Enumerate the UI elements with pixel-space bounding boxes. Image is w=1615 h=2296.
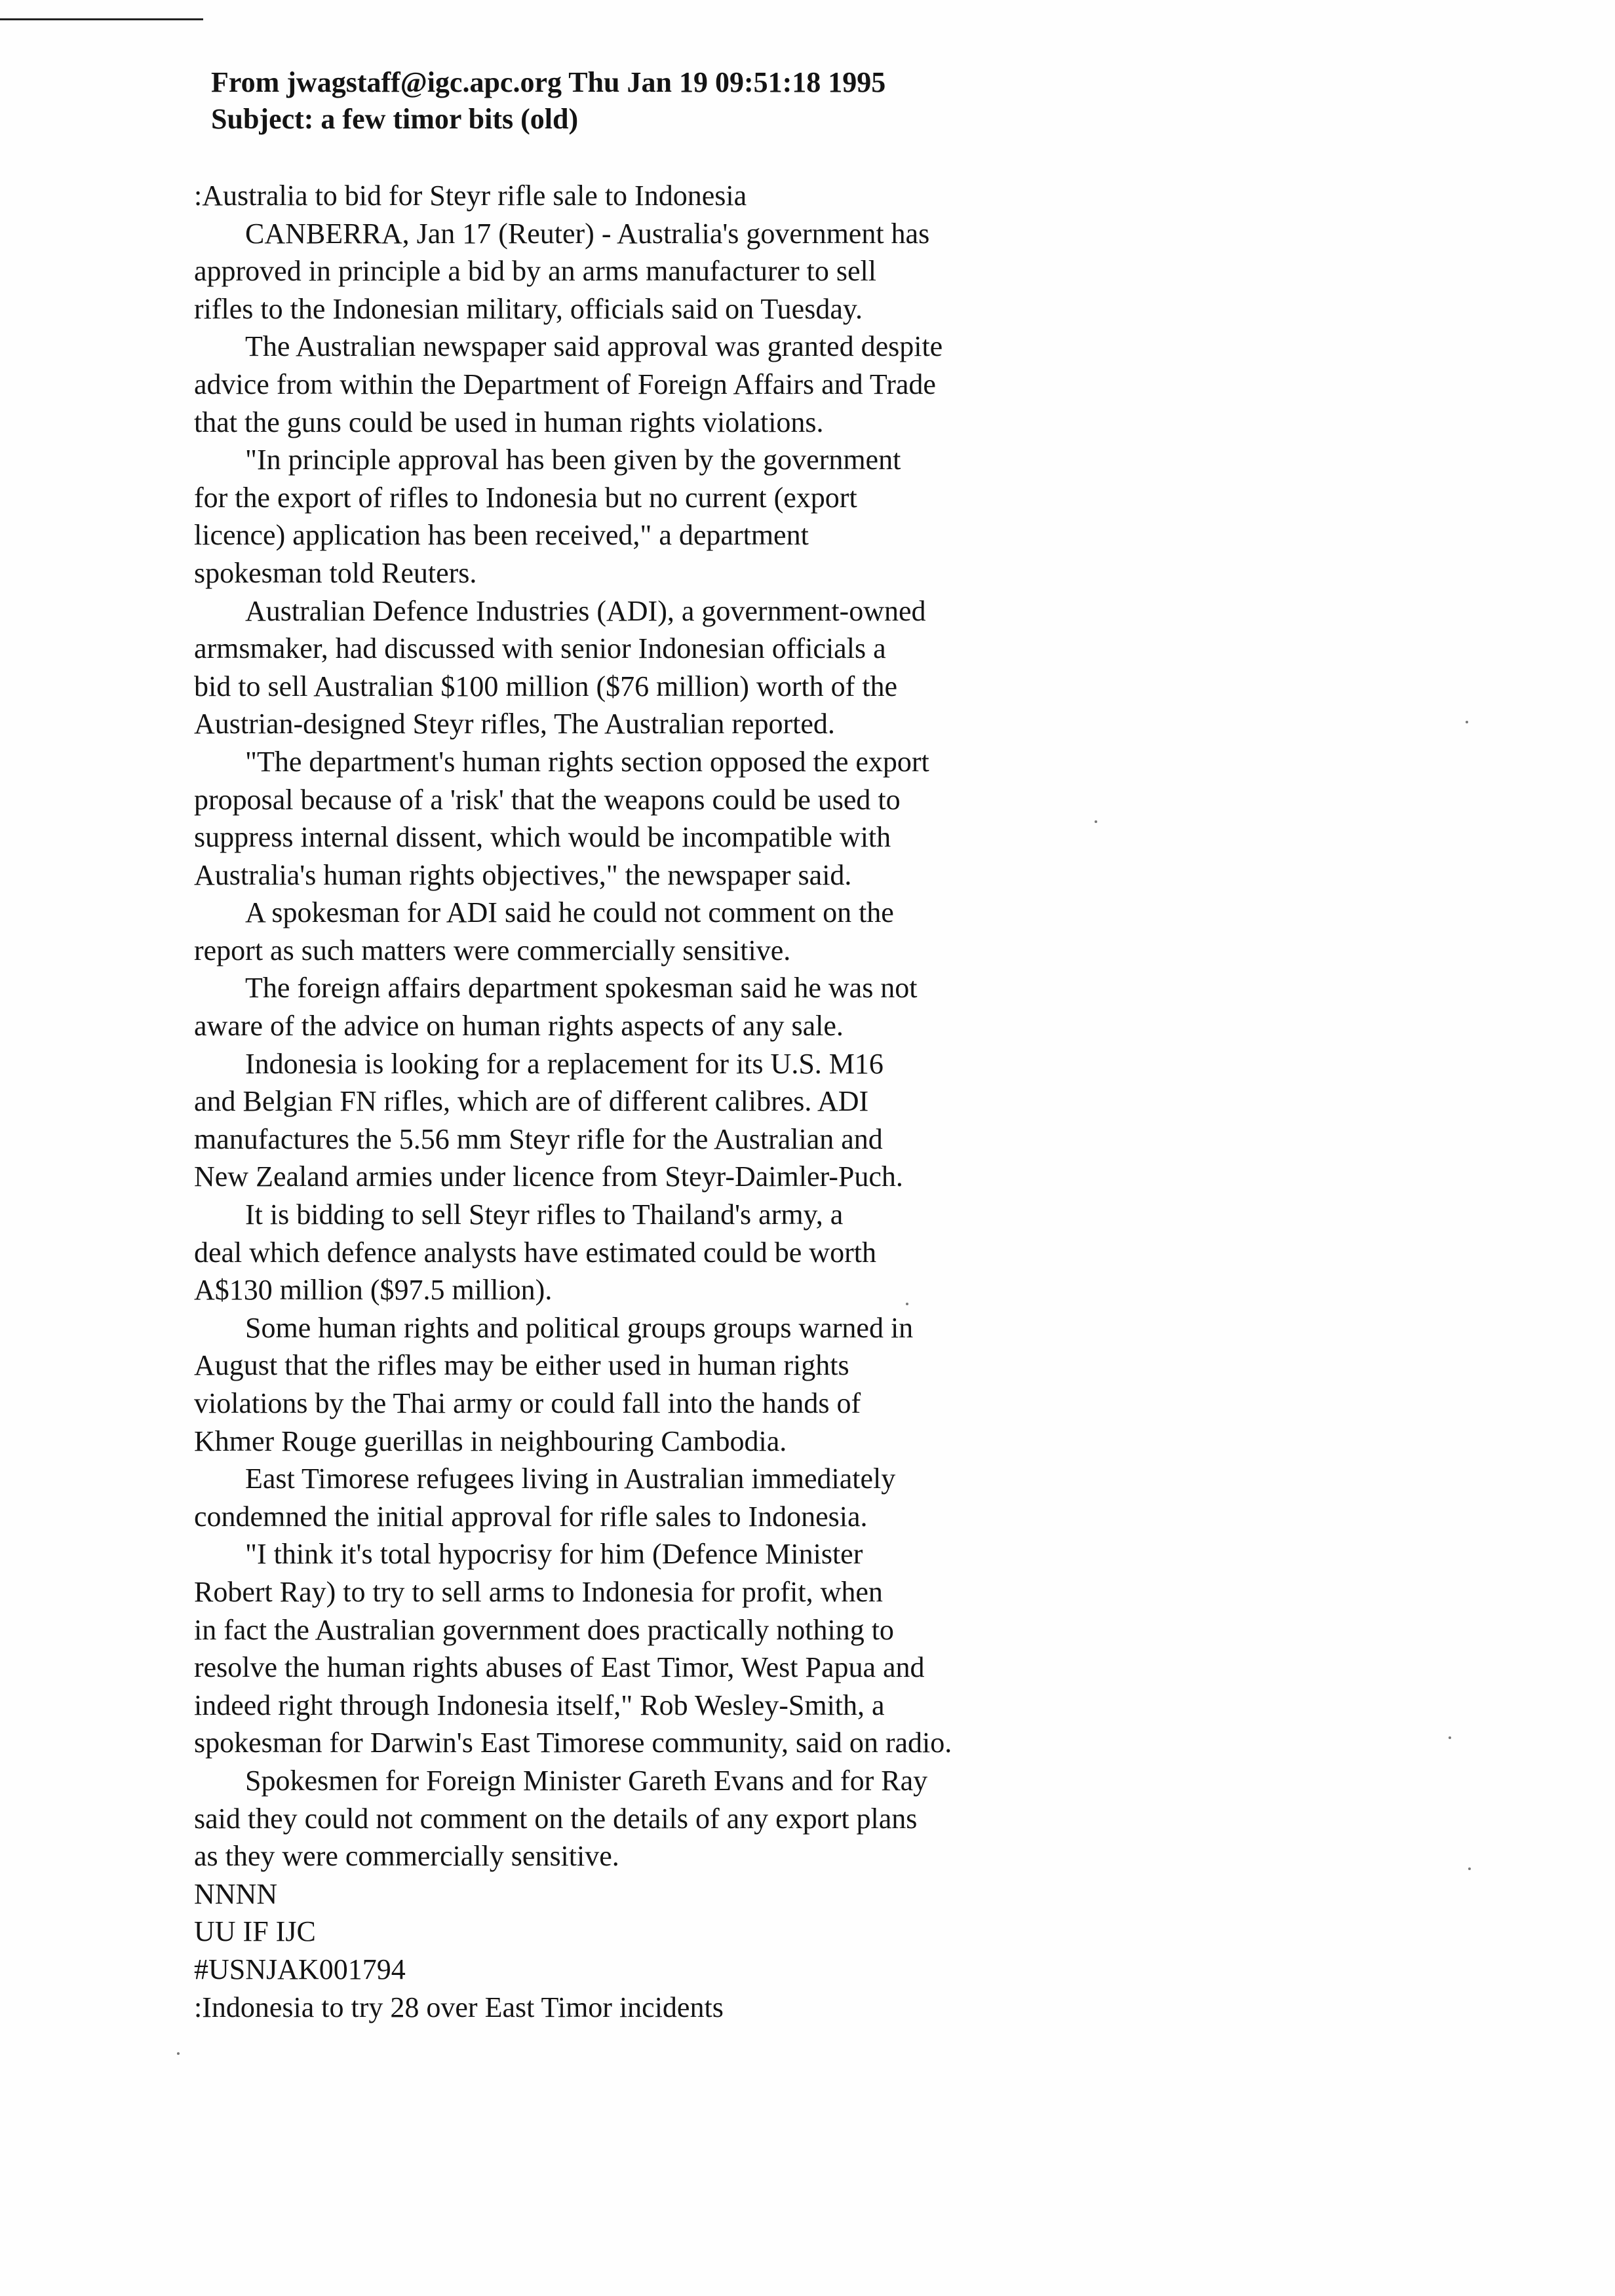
article-line: Australia's human rights objectives," the newspaper said. [194,858,852,891]
article-line: #USNJAK001794 [194,1953,406,1985]
article-line: that the guns could be used in human rights violations. [194,406,824,438]
scan-speck [906,1303,908,1305]
scan-speck [1449,1736,1451,1739]
article-line: It is bidding to sell Steyr rifles to Thailand's army, a [245,1198,844,1231]
article-line: armsmaker, had discussed with senior Indonesian officials a [194,632,886,665]
subject-line: Subject: a few timor bits (old) [211,103,579,135]
article-line: proposal because of a 'risk' that the weapons could be used to [194,783,901,816]
article-line: Robert Ray) to try to sell arms to Indonesia for profit, when [194,1575,883,1608]
article-line: Austrian-designed Steyr rifles, The Australian reported. [194,708,835,740]
from-line: From jwagstaff@igc.apc.org Thu Jan 19 09:51:18 1995 [211,66,886,98]
article-line: NNNN [194,1877,278,1910]
article-line: New Zealand armies under licence from Steyr-Daimler-Puch. [194,1160,903,1193]
article-line: spokesman told Reuters. [194,556,477,589]
article-line: manufactures the 5.56 mm Steyr rifle for the Australian and [194,1122,883,1155]
scan-speck [1095,820,1097,823]
article-line: Indonesia is looking for a replacement for its U.S. M16 [245,1047,884,1080]
article-line: Spokesmen for Foreign Minister Gareth Evans and for Ray [245,1764,928,1797]
article-line: CANBERRA, Jan 17 (Reuter) - Australia's government has [245,217,930,250]
article-line: "I think it's total hypocrisy for him (Defence Minister [245,1538,863,1571]
article-line: The Australian newspaper said approval was granted despite [245,330,943,363]
scan-speck [1468,1867,1471,1870]
article-line: said they could not comment on the details of any export plans [194,1802,918,1835]
article-line: bid to sell Australian $100 million ($76 million) worth of the [194,670,898,702]
article-line: suppress internal dissent, which would be incompatible with [194,821,891,854]
article-body [194,177,1125,2026]
scan-speck [177,2052,180,2055]
article-line: violations by the Thai army or could fall into the hands of [194,1387,861,1419]
article-line: condemned the initial approval for rifle sales to Indonesia. [194,1500,868,1533]
article-line: A$130 million ($97.5 million). [194,1274,553,1307]
article-line: A spokesman for ADI said he could not comment on the [245,896,894,929]
top-border-rule [0,18,203,20]
article-line: aware of the advice on human rights aspects of any sale. [194,1010,844,1043]
article-line: Australian Defence Industries (ADI), a government-owned [245,594,926,627]
article-line: deal which defence analysts have estimated could be worth [194,1236,876,1269]
article-line: spokesman for Darwin's East Timorese community, said on radio. [194,1727,952,1759]
article-line: licence) application has been received," a department [194,519,809,552]
article-line: for the export of rifles to Indonesia but no current (export [194,481,857,514]
article-line: Khmer Rouge guerillas in neighbouring Cambodia. [194,1425,787,1457]
article-line: "The department's human rights section opposed the export [245,745,929,778]
scan-speck [1466,721,1468,723]
article-line: rifles to the Indonesian military, officials said on Tuesday. [194,292,863,325]
article-line: and Belgian FN rifles, which are of different calibres. ADI [194,1085,869,1118]
article-line: "In principle approval has been given by the government [245,444,901,476]
article-line: Some human rights and political groups groups warned in [245,1311,914,1344]
article-line: report as such matters were commercially sensitive. [194,934,791,966]
article-line: as they were commercially sensitive. [194,1840,619,1873]
article-line: indeed right through Indonesia itself," Rob Wesley-Smith, a [194,1689,885,1721]
article-line: UU IF IJC [194,1915,316,1948]
article-line: :Indonesia to try 28 over East Timor incidents [194,1991,724,2023]
article-line: resolve the human rights abuses of East Timor, West Papua and [194,1651,925,1684]
article-line: :Australia to bid for Steyr rifle sale to Indonesia [194,180,747,212]
article-line: approved in principle a bid by an arms manufacturer to sell [194,255,876,288]
article-line: East Timorese refugees living in Australian immediately [245,1463,896,1495]
article-line: advice from within the Department of Foreign Affairs and Trade [194,368,936,400]
article-line: in fact the Australian government does practically nothing to [194,1613,894,1646]
article-line: The foreign affairs department spokesman said he was not [245,972,918,1004]
email-header [211,64,885,138]
article-line: August that the rifles may be either used in human rights [194,1349,849,1382]
